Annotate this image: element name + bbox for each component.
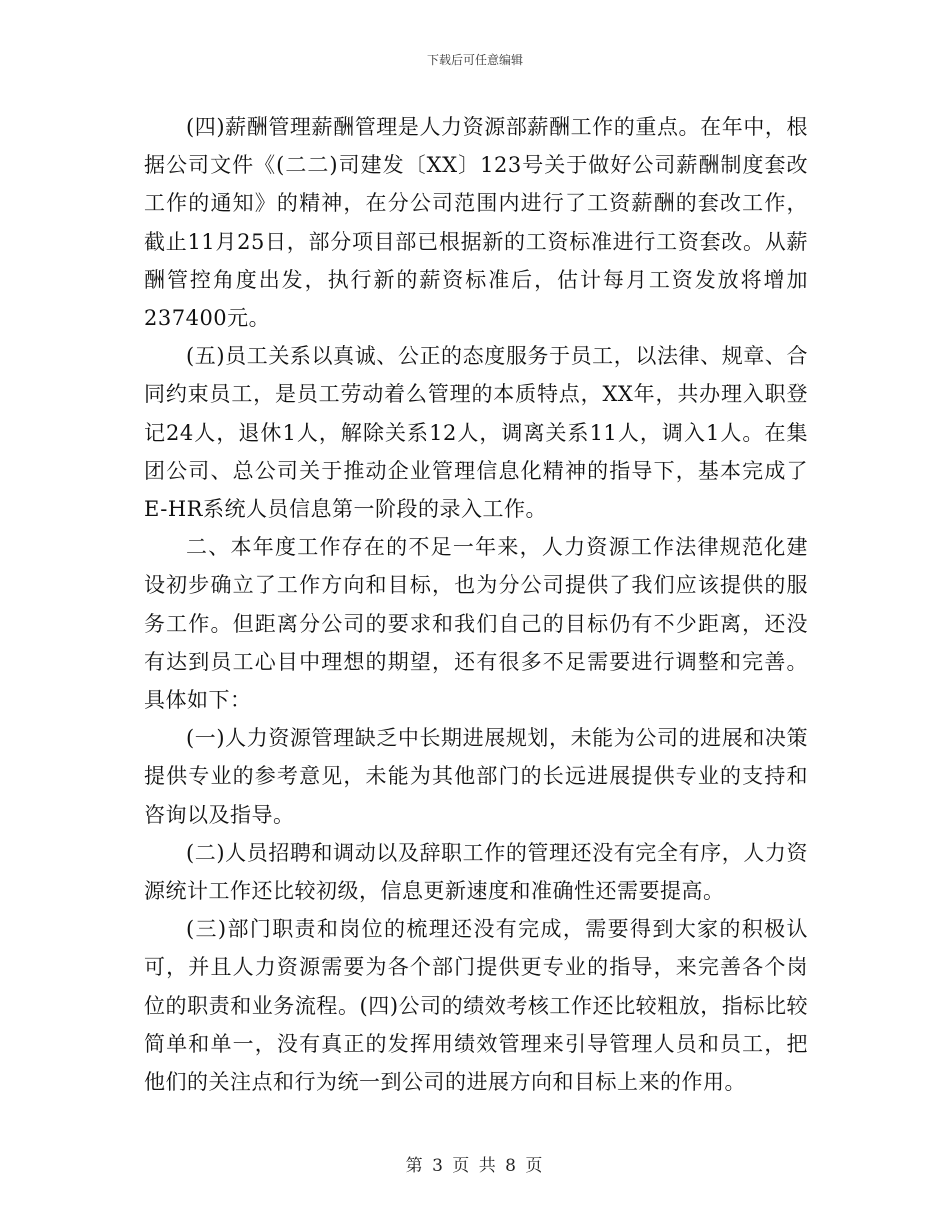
paragraph-shortcoming-recruitment: (二)人员招聘和调动以及辞职工作的管理还没有完全有序，人力资源统计工作还比较初级，信息更新速度和准确性还需要提高。 xyxy=(144,840,808,904)
page-header: 下载后可任意编辑 xyxy=(426,53,523,67)
page-number-footer: 第 3 页 共 8 页 xyxy=(405,1156,545,1176)
paragraph-shortcoming-planning: (一)人力资源管理缺乏中长期进展规划，未能为公司的进展和决策提供专业的参考意见，未能为其他部门的长远进展提供专业的支持和咨询以及指导。 xyxy=(144,726,808,827)
paragraph-employee-relations: (五)员工关系以真诚、公正的态度服务于员工，以法律、规章、合同约束员工，是员工劳动着么管理的本质特点，XX年，共办理入职登记24人，退休1人，解除关系12人，调离关系11人，调入1人。在集团公司、总公司关于推动企业管理信息化精神的指导下，基本完成了E-HR系统人员信息第一阶段的录入工作。 xyxy=(144,344,808,522)
paragraph-shortcomings-intro: 二、本年度工作存在的不足一年来，人力资源工作法律规范化建设初步确立了工作方向和目标，也为分公司提供了我们应该提供的服务工作。但距离分公司的要求和我们自己的目标仍有不少距离，还没有达到员工心目中理想的期望，还有很多不足需要进行调整和完善。具体如下： xyxy=(144,535,808,713)
paragraph-salary-management: (四)薪酬管理薪酬管理是人力资源部薪酬工作的重点。在年中，根据公司文件《(二二)司建发〔XX〕123号关于做好公司薪酬制度套改工作的通知》的精神，在分公司范围内进行了工资薪酬的套改工作，截止11月25日，部分项目部已根据新的工资标准进行工资套改。从薪酬管控角度出发，执行新的薪资标准后，估计每月工资发放将增加237400元。 xyxy=(144,115,808,331)
document-body xyxy=(144,108,808,1101)
paragraph-shortcoming-positions: (三)部门职责和岗位的梳理还没有完成，需要得到大家的积极认可，并且人力资源需要为各个部门提供更专业的指导，来完善各个岗位的职责和业务流程。(四)公司的绩效考核工作还比较粗放，指标比较简单和单一，没有真正的发挥用绩效管理来引导管理人员和员工，把他们的关注点和行为统一到公司的进展方向和目标上来的作用。 xyxy=(144,917,808,1095)
